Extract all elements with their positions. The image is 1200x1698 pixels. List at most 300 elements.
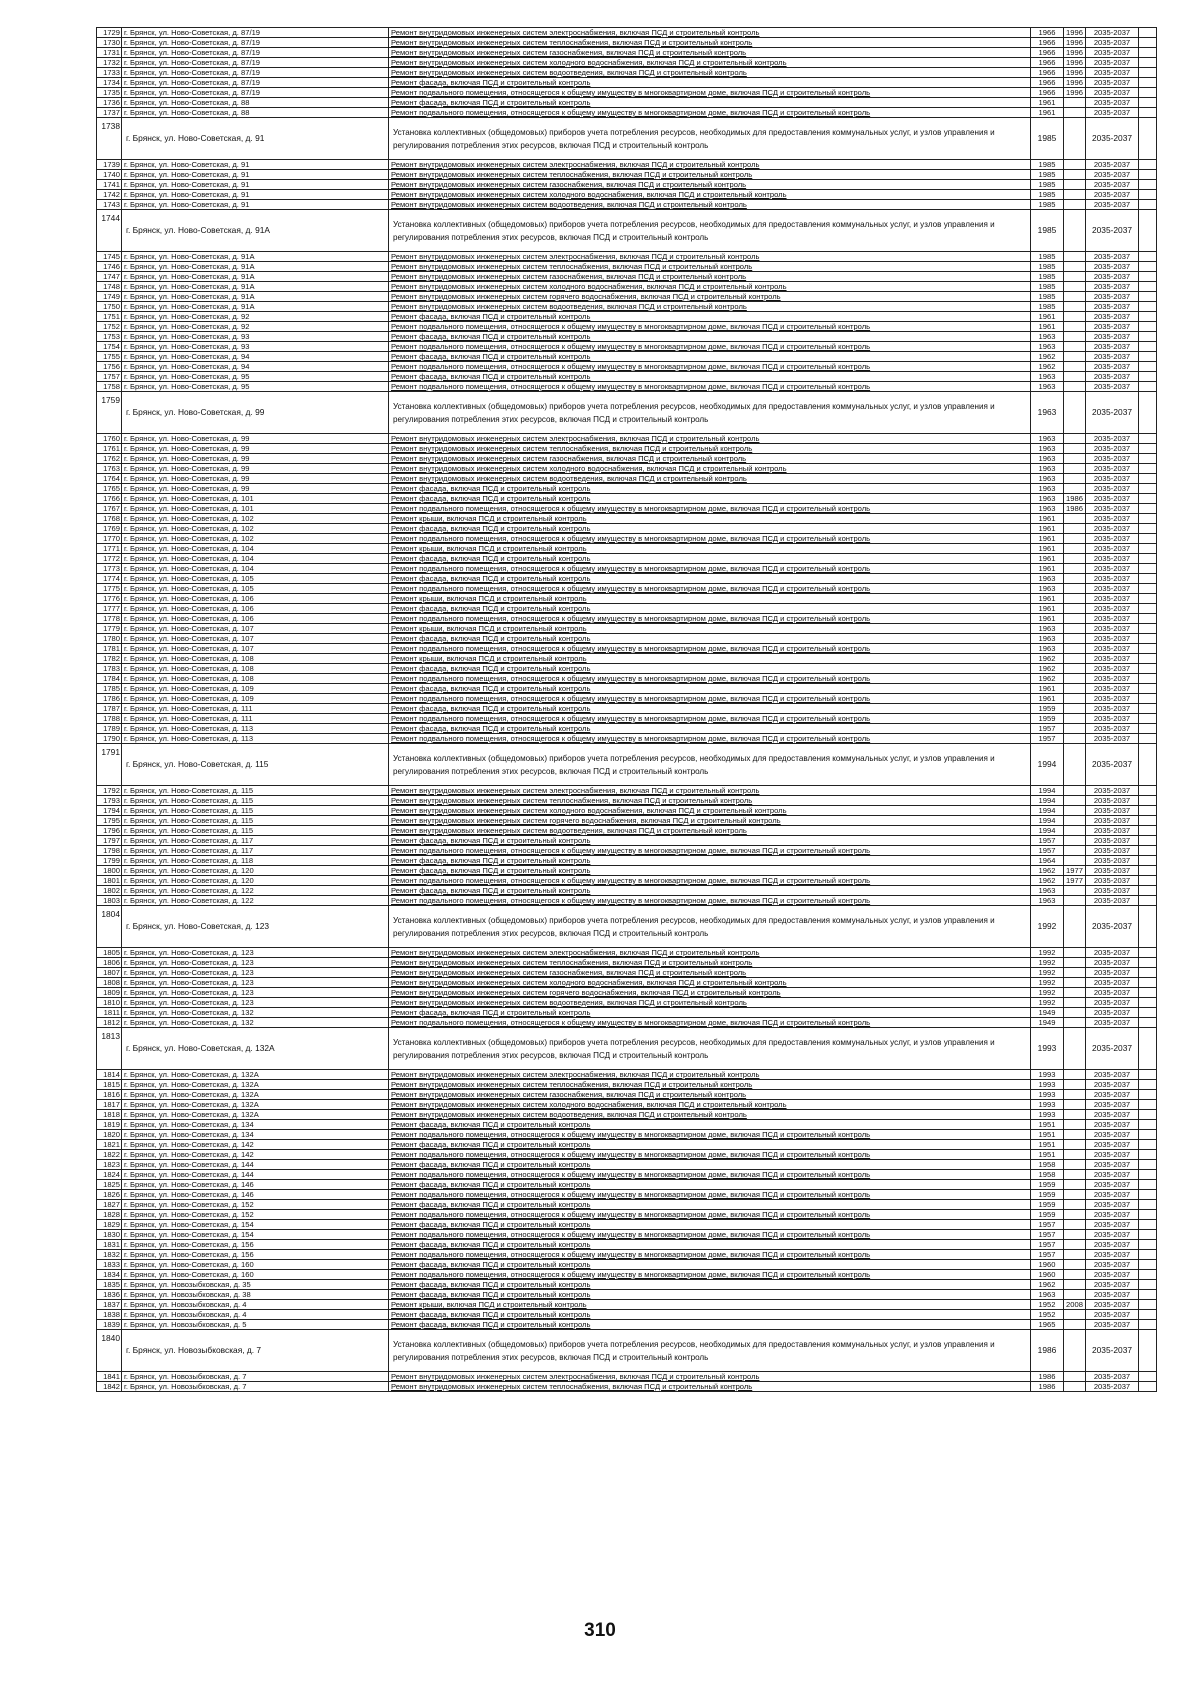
last-repair-year-cell xyxy=(1064,98,1086,108)
last-repair-year-cell xyxy=(1064,968,1086,978)
address-cell: г. Брянск, ул. Ново-Советская, д. 144 xyxy=(122,1160,389,1170)
extra-cell xyxy=(1139,372,1157,382)
extra-cell xyxy=(1139,1090,1157,1100)
last-repair-year-cell xyxy=(1064,272,1086,282)
address-cell: г. Брянск, ул. Ново-Советская, д. 91А xyxy=(122,292,389,302)
row-number-cell: 1747 xyxy=(97,272,122,282)
table-row xyxy=(97,806,1157,816)
address-cell: г. Брянск, ул. Ново-Советская, д. 93 xyxy=(122,332,389,342)
extra-cell xyxy=(1139,190,1157,200)
last-repair-year-cell xyxy=(1064,806,1086,816)
work-type-cell: Ремонт подвального помещения, относящегося к общему имуществу в многоквартирном доме, включая ПСД и строительный контроль xyxy=(389,734,1031,744)
planned-period-cell: 2035-2037 xyxy=(1086,160,1139,170)
row-number-cell: 1798 xyxy=(97,846,122,856)
table-row xyxy=(97,38,1157,48)
table-row xyxy=(97,906,1157,948)
extra-cell xyxy=(1139,694,1157,704)
planned-period-cell: 2035-2037 xyxy=(1086,856,1139,866)
planned-period-cell: 2035-2037 xyxy=(1086,1130,1139,1140)
build-year-cell: 1985 xyxy=(1031,272,1064,282)
table-row xyxy=(97,1260,1157,1270)
build-year-cell: 1963 xyxy=(1031,484,1064,494)
table-row xyxy=(97,454,1157,464)
address-cell: г. Брянск, ул. Ново-Советская, д. 108 xyxy=(122,664,389,674)
planned-period-cell: 2035-2037 xyxy=(1086,624,1139,634)
row-number-cell: 1733 xyxy=(97,68,122,78)
extra-cell xyxy=(1139,826,1157,836)
row-number-cell: 1771 xyxy=(97,544,122,554)
extra-cell xyxy=(1139,444,1157,454)
address-cell: г. Брянск, ул. Ново-Советская, д. 132А xyxy=(122,1090,389,1100)
planned-period-cell: 2035-2037 xyxy=(1086,614,1139,624)
table-row xyxy=(97,1180,1157,1190)
table-row xyxy=(97,734,1157,744)
table-row xyxy=(97,886,1157,896)
last-repair-year-cell xyxy=(1064,1240,1086,1250)
planned-period-cell: 2035-2037 xyxy=(1086,564,1139,574)
address-cell: г. Брянск, ул. Ново-Советская, д. 123 xyxy=(122,906,389,948)
build-year-cell: 1993 xyxy=(1031,1028,1064,1070)
work-type-cell: Ремонт фасада, включая ПСД и строительный контроль xyxy=(389,1140,1031,1150)
planned-period-cell: 2035-2037 xyxy=(1086,654,1139,664)
last-repair-year-cell xyxy=(1064,1220,1086,1230)
table-row xyxy=(97,1120,1157,1130)
build-year-cell: 1963 xyxy=(1031,504,1064,514)
work-type-cell: Ремонт внутридомовых инженерных систем газоснабжения, включая ПСД и строительный контроль xyxy=(389,48,1031,58)
work-type-cell: Ремонт фасада, включая ПСД и строительный контроль xyxy=(389,332,1031,342)
build-year-cell: 1966 xyxy=(1031,78,1064,88)
row-number-cell: 1834 xyxy=(97,1270,122,1280)
table-row xyxy=(97,1100,1157,1110)
address-cell: г. Брянск, ул. Ново-Советская, д. 91А xyxy=(122,302,389,312)
table-row xyxy=(97,1372,1157,1382)
build-year-cell: 1985 xyxy=(1031,262,1064,272)
planned-period-cell: 2035-2037 xyxy=(1086,1250,1139,1260)
work-type-cell: Ремонт внутридомовых инженерных систем теплоснабжения, включая ПСД и строительный контроль xyxy=(389,38,1031,48)
extra-cell xyxy=(1139,170,1157,180)
planned-period-cell: 2035-2037 xyxy=(1086,1310,1139,1320)
work-type-cell: Ремонт фасада, включая ПСД и строительный контроль xyxy=(389,98,1031,108)
last-repair-year-cell xyxy=(1064,1200,1086,1210)
work-type-cell: Ремонт внутридомовых инженерных систем электроснабжения, включая ПСД и строительный контроль xyxy=(389,160,1031,170)
last-repair-year-cell xyxy=(1064,724,1086,734)
work-type-cell: Ремонт внутридомовых инженерных систем теплоснабжения, включая ПСД и строительный контроль xyxy=(389,1382,1031,1392)
planned-period-cell: 2035-2037 xyxy=(1086,1300,1139,1310)
last-repair-year-cell xyxy=(1064,454,1086,464)
address-cell: г. Брянск, ул. Ново-Советская, д. 87/19 xyxy=(122,58,389,68)
row-number-cell: 1785 xyxy=(97,684,122,694)
build-year-cell: 1959 xyxy=(1031,1210,1064,1220)
extra-cell xyxy=(1139,272,1157,282)
planned-period-cell: 2035-2037 xyxy=(1086,968,1139,978)
last-repair-year-cell xyxy=(1064,474,1086,484)
table-row xyxy=(97,434,1157,444)
address-cell: г. Брянск, ул. Ново-Советская, д. 87/19 xyxy=(122,68,389,78)
work-type-cell: Ремонт внутридомовых инженерных систем теплоснабжения, включая ПСД и строительный контроль xyxy=(389,170,1031,180)
address-cell: г. Брянск, ул. Ново-Советская, д. 117 xyxy=(122,836,389,846)
planned-period-cell: 2035-2037 xyxy=(1086,534,1139,544)
work-type-cell: Ремонт подвального помещения, относящегося к общему имуществу в многоквартирном доме, включая ПСД и строительный контроль xyxy=(389,1250,1031,1260)
address-cell: г. Брянск, ул. Ново-Советская, д. 132 xyxy=(122,1008,389,1018)
extra-cell xyxy=(1139,1170,1157,1180)
extra-cell xyxy=(1139,78,1157,88)
table-row xyxy=(97,58,1157,68)
row-number-cell: 1781 xyxy=(97,644,122,654)
last-repair-year-cell xyxy=(1064,684,1086,694)
build-year-cell: 1960 xyxy=(1031,1270,1064,1280)
planned-period-cell: 2035-2037 xyxy=(1086,322,1139,332)
work-type-cell: Ремонт подвального помещения, относящегося к общему имуществу в многоквартирном доме, включая ПСД и строительный контроль xyxy=(389,714,1031,724)
row-number-cell: 1825 xyxy=(97,1180,122,1190)
planned-period-cell: 2035-2037 xyxy=(1086,786,1139,796)
row-number-cell: 1823 xyxy=(97,1160,122,1170)
planned-period-cell: 2035-2037 xyxy=(1086,866,1139,876)
planned-period-cell: 2035-2037 xyxy=(1086,190,1139,200)
extra-cell xyxy=(1139,382,1157,392)
build-year-cell: 1961 xyxy=(1031,312,1064,322)
table-row xyxy=(97,504,1157,514)
extra-cell xyxy=(1139,312,1157,322)
last-repair-year-cell xyxy=(1064,252,1086,262)
address-cell: г. Брянск, ул. Ново-Советская, д. 115 xyxy=(122,786,389,796)
table-row xyxy=(97,584,1157,594)
extra-cell xyxy=(1139,352,1157,362)
extra-cell xyxy=(1139,118,1157,160)
extra-cell xyxy=(1139,876,1157,886)
build-year-cell: 1966 xyxy=(1031,88,1064,98)
planned-period-cell: 2035-2037 xyxy=(1086,988,1139,998)
row-number-cell: 1772 xyxy=(97,554,122,564)
build-year-cell: 1951 xyxy=(1031,1120,1064,1130)
table-row xyxy=(97,282,1157,292)
work-type-cell: Ремонт крыши, включая ПСД и строительный контроль xyxy=(389,514,1031,524)
table-row xyxy=(97,614,1157,624)
extra-cell xyxy=(1139,1320,1157,1330)
table-row xyxy=(97,948,1157,958)
row-number-cell: 1776 xyxy=(97,594,122,604)
address-cell: г. Брянск, ул. Ново-Советская, д. 111 xyxy=(122,714,389,724)
last-repair-year-cell xyxy=(1064,200,1086,210)
build-year-cell: 1963 xyxy=(1031,464,1064,474)
last-repair-year-cell xyxy=(1064,332,1086,342)
planned-period-cell: 2035-2037 xyxy=(1086,1290,1139,1300)
address-cell: г. Брянск, ул. Ново-Советская, д. 99 xyxy=(122,454,389,464)
address-cell: г. Брянск, ул. Ново-Советская, д. 91 xyxy=(122,190,389,200)
table-row xyxy=(97,1300,1157,1310)
build-year-cell: 1963 xyxy=(1031,1290,1064,1300)
extra-cell xyxy=(1139,886,1157,896)
address-cell: г. Брянск, ул. Ново-Советская, д. 113 xyxy=(122,734,389,744)
work-type-cell: Ремонт внутридомовых инженерных систем газоснабжения, включая ПСД и строительный контроль xyxy=(389,272,1031,282)
table-row xyxy=(97,28,1157,38)
address-cell: г. Брянск, ул. Ново-Советская, д. 105 xyxy=(122,584,389,594)
extra-cell xyxy=(1139,574,1157,584)
build-year-cell: 1961 xyxy=(1031,694,1064,704)
table-row xyxy=(97,1250,1157,1260)
address-cell: г. Брянск, ул. Ново-Советская, д. 142 xyxy=(122,1150,389,1160)
table-row xyxy=(97,292,1157,302)
planned-period-cell: 2035-2037 xyxy=(1086,744,1139,786)
table-row xyxy=(97,170,1157,180)
table-row xyxy=(97,1080,1157,1090)
extra-cell xyxy=(1139,544,1157,554)
last-repair-year-cell xyxy=(1064,1110,1086,1120)
row-number-cell: 1835 xyxy=(97,1280,122,1290)
build-year-cell: 1994 xyxy=(1031,744,1064,786)
address-cell: г. Брянск, ул. Ново-Советская, д. 106 xyxy=(122,594,389,604)
extra-cell xyxy=(1139,796,1157,806)
build-year-cell: 1992 xyxy=(1031,948,1064,958)
row-number-cell: 1758 xyxy=(97,382,122,392)
row-number-cell: 1824 xyxy=(97,1170,122,1180)
extra-cell xyxy=(1139,978,1157,988)
last-repair-year-cell xyxy=(1064,382,1086,392)
row-number-cell: 1759 xyxy=(97,392,122,434)
work-type-cell: Ремонт фасада, включая ПСД и строительный контроль xyxy=(389,554,1031,564)
address-cell: г. Брянск, ул. Ново-Советская, д. 87/19 xyxy=(122,28,389,38)
last-repair-year-cell xyxy=(1064,1120,1086,1130)
last-repair-year-cell xyxy=(1064,1320,1086,1330)
planned-period-cell: 2035-2037 xyxy=(1086,58,1139,68)
work-type-cell: Ремонт внутридомовых инженерных систем теплоснабжения, включая ПСД и строительный контроль xyxy=(389,1080,1031,1090)
extra-cell xyxy=(1139,302,1157,312)
work-type-cell: Ремонт подвального помещения, относящегося к общему имуществу в многоквартирном доме, включая ПСД и строительный контроль xyxy=(389,584,1031,594)
table-row xyxy=(97,724,1157,734)
build-year-cell: 1962 xyxy=(1031,674,1064,684)
address-cell: г. Брянск, ул. Ново-Советская, д. 117 xyxy=(122,846,389,856)
extra-cell xyxy=(1139,1028,1157,1070)
table-row xyxy=(97,1150,1157,1160)
planned-period-cell: 2035-2037 xyxy=(1086,1180,1139,1190)
table-row xyxy=(97,654,1157,664)
last-repair-year-cell: 1996 xyxy=(1064,88,1086,98)
planned-period-cell: 2035-2037 xyxy=(1086,584,1139,594)
work-type-cell: Ремонт фасада, включая ПСД и строительный контроль xyxy=(389,78,1031,88)
address-cell: г. Брянск, ул. Ново-Советская, д. 91А xyxy=(122,210,389,252)
last-repair-year-cell xyxy=(1064,846,1086,856)
extra-cell xyxy=(1139,262,1157,272)
planned-period-cell: 2035-2037 xyxy=(1086,1008,1139,1018)
build-year-cell: 1963 xyxy=(1031,342,1064,352)
address-cell: г. Брянск, ул. Ново-Советская, д. 156 xyxy=(122,1250,389,1260)
extra-cell xyxy=(1139,48,1157,58)
last-repair-year-cell xyxy=(1064,786,1086,796)
extra-cell xyxy=(1139,392,1157,434)
address-cell: г. Брянск, ул. Ново-Советская, д. 123 xyxy=(122,988,389,998)
address-cell: г. Брянск, ул. Ново-Советская, д. 115 xyxy=(122,806,389,816)
table-row xyxy=(97,474,1157,484)
table-row xyxy=(97,634,1157,644)
extra-cell xyxy=(1139,1080,1157,1090)
table-row xyxy=(97,1270,1157,1280)
row-number-cell: 1803 xyxy=(97,896,122,906)
last-repair-year-cell xyxy=(1064,1250,1086,1260)
table-row xyxy=(97,88,1157,98)
row-number-cell: 1748 xyxy=(97,282,122,292)
table-row xyxy=(97,1330,1157,1372)
planned-period-cell: 2035-2037 xyxy=(1086,574,1139,584)
last-repair-year-cell xyxy=(1064,644,1086,654)
table-row xyxy=(97,180,1157,190)
row-number-cell: 1794 xyxy=(97,806,122,816)
address-cell: г. Брянск, ул. Ново-Советская, д. 115 xyxy=(122,826,389,836)
build-year-cell: 1986 xyxy=(1031,1372,1064,1382)
work-type-cell: Ремонт подвального помещения, относящегося к общему имуществу в многоквартирном доме, включая ПСД и строительный контроль xyxy=(389,1150,1031,1160)
table-row xyxy=(97,210,1157,252)
row-number-cell: 1796 xyxy=(97,826,122,836)
planned-period-cell: 2035-2037 xyxy=(1086,544,1139,554)
row-number-cell: 1754 xyxy=(97,342,122,352)
last-repair-year-cell xyxy=(1064,160,1086,170)
extra-cell xyxy=(1139,434,1157,444)
table-row xyxy=(97,1240,1157,1250)
address-cell: г. Брянск, ул. Ново-Советская, д. 152 xyxy=(122,1200,389,1210)
extra-cell xyxy=(1139,1070,1157,1080)
row-number-cell: 1767 xyxy=(97,504,122,514)
extra-cell xyxy=(1139,816,1157,826)
build-year-cell: 1958 xyxy=(1031,1160,1064,1170)
address-cell: г. Брянск, ул. Ново-Советская, д. 99 xyxy=(122,464,389,474)
last-repair-year-cell xyxy=(1064,302,1086,312)
last-repair-year-cell xyxy=(1064,444,1086,454)
planned-period-cell: 2035-2037 xyxy=(1086,48,1139,58)
row-number-cell: 1829 xyxy=(97,1220,122,1230)
table-row xyxy=(97,544,1157,554)
extra-cell xyxy=(1139,1260,1157,1270)
table-row xyxy=(97,200,1157,210)
planned-period-cell: 2035-2037 xyxy=(1086,1120,1139,1130)
build-year-cell: 1962 xyxy=(1031,866,1064,876)
table-row xyxy=(97,554,1157,564)
build-year-cell: 1963 xyxy=(1031,372,1064,382)
last-repair-year-cell xyxy=(1064,1130,1086,1140)
row-number-cell: 1757 xyxy=(97,372,122,382)
row-number-cell: 1737 xyxy=(97,108,122,118)
extra-cell xyxy=(1139,362,1157,372)
table-row xyxy=(97,68,1157,78)
planned-period-cell: 2035-2037 xyxy=(1086,886,1139,896)
planned-period-cell: 2035-2037 xyxy=(1086,332,1139,342)
table-row xyxy=(97,1320,1157,1330)
work-type-cell: Ремонт подвального помещения, относящегося к общему имуществу в многоквартирном доме, включая ПСД и строительный контроль xyxy=(389,1210,1031,1220)
extra-cell xyxy=(1139,1200,1157,1210)
last-repair-year-cell xyxy=(1064,282,1086,292)
row-number-cell: 1791 xyxy=(97,744,122,786)
extra-cell xyxy=(1139,322,1157,332)
build-year-cell: 1993 xyxy=(1031,1100,1064,1110)
last-repair-year-cell xyxy=(1064,948,1086,958)
planned-period-cell: 2035-2037 xyxy=(1086,1220,1139,1230)
planned-period-cell: 2035-2037 xyxy=(1086,1372,1139,1382)
planned-period-cell: 2035-2037 xyxy=(1086,1260,1139,1270)
last-repair-year-cell xyxy=(1064,734,1086,744)
document-page xyxy=(96,27,1156,1392)
last-repair-year-cell xyxy=(1064,694,1086,704)
work-type-cell: Установка коллективных (общедомовых) приборов учета потребления ресурсов, необходимых для предоставления коммунальных услуг, и узлов управления и регулирования потребления этих ресурсов, включая ПСД и строительный контроль xyxy=(389,210,1031,252)
address-cell: г. Брянск, ул. Ново-Советская, д. 115 xyxy=(122,744,389,786)
work-type-cell: Ремонт фасада, включая ПСД и строительный контроль xyxy=(389,1008,1031,1018)
work-type-cell: Ремонт внутридомовых инженерных систем электроснабжения, включая ПСД и строительный контроль xyxy=(389,28,1031,38)
work-type-cell: Ремонт внутридомовых инженерных систем водоотведения, включая ПСД и строительный контроль xyxy=(389,474,1031,484)
planned-period-cell: 2035-2037 xyxy=(1086,704,1139,714)
row-number-cell: 1779 xyxy=(97,624,122,634)
row-number-cell: 1812 xyxy=(97,1018,122,1028)
last-repair-year-cell xyxy=(1064,544,1086,554)
extra-cell xyxy=(1139,108,1157,118)
work-type-cell: Установка коллективных (общедомовых) приборов учета потребления ресурсов, необходимых для предоставления коммунальных услуг, и узлов управления и регулирования потребления этих ресурсов, включая ПСД и строительный контроль xyxy=(389,392,1031,434)
table-row xyxy=(97,644,1157,654)
work-type-cell: Ремонт внутридомовых инженерных систем электроснабжения, включая ПСД и строительный контроль xyxy=(389,252,1031,262)
table-row xyxy=(97,1190,1157,1200)
build-year-cell: 1957 xyxy=(1031,1220,1064,1230)
extra-cell xyxy=(1139,484,1157,494)
build-year-cell: 1985 xyxy=(1031,302,1064,312)
address-cell: г. Брянск, ул. Ново-Советская, д. 123 xyxy=(122,978,389,988)
extra-cell xyxy=(1139,1240,1157,1250)
planned-period-cell: 2035-2037 xyxy=(1086,724,1139,734)
build-year-cell: 1961 xyxy=(1031,514,1064,524)
last-repair-year-cell: 1996 xyxy=(1064,38,1086,48)
last-repair-year-cell xyxy=(1064,1210,1086,1220)
build-year-cell: 1992 xyxy=(1031,968,1064,978)
extra-cell xyxy=(1139,524,1157,534)
table-row xyxy=(97,494,1157,504)
planned-period-cell: 2035-2037 xyxy=(1086,362,1139,372)
row-number-cell: 1799 xyxy=(97,856,122,866)
address-cell: г. Брянск, ул. Ново-Советская, д. 88 xyxy=(122,108,389,118)
last-repair-year-cell: 2008 xyxy=(1064,1300,1086,1310)
row-number-cell: 1819 xyxy=(97,1120,122,1130)
build-year-cell: 1962 xyxy=(1031,352,1064,362)
row-number-cell: 1729 xyxy=(97,28,122,38)
extra-cell xyxy=(1139,584,1157,594)
work-type-cell: Ремонт подвального помещения, относящегося к общему имуществу в многоквартирном доме, включая ПСД и строительный контроль xyxy=(389,876,1031,886)
build-year-cell: 1963 xyxy=(1031,434,1064,444)
build-year-cell: 1986 xyxy=(1031,1330,1064,1372)
work-type-cell: Ремонт фасада, включая ПСД и строительный контроль xyxy=(389,886,1031,896)
row-number-cell: 1792 xyxy=(97,786,122,796)
address-cell: г. Брянск, ул. Ново-Советская, д. 123 xyxy=(122,998,389,1008)
extra-cell xyxy=(1139,644,1157,654)
build-year-cell: 1963 xyxy=(1031,644,1064,654)
row-number-cell: 1816 xyxy=(97,1090,122,1100)
planned-period-cell: 2035-2037 xyxy=(1086,958,1139,968)
build-year-cell: 1959 xyxy=(1031,704,1064,714)
last-repair-year-cell xyxy=(1064,816,1086,826)
row-number-cell: 1807 xyxy=(97,968,122,978)
address-cell: г. Брянск, ул. Ново-Советская, д. 99 xyxy=(122,392,389,434)
row-number-cell: 1739 xyxy=(97,160,122,170)
build-year-cell: 1952 xyxy=(1031,1300,1064,1310)
address-cell: г. Брянск, ул. Ново-Советская, д. 102 xyxy=(122,524,389,534)
build-year-cell: 1949 xyxy=(1031,1018,1064,1028)
row-number-cell: 1750 xyxy=(97,302,122,312)
table-row xyxy=(97,272,1157,282)
last-repair-year-cell: 1986 xyxy=(1064,504,1086,514)
extra-cell xyxy=(1139,594,1157,604)
extra-cell xyxy=(1139,1130,1157,1140)
work-type-cell: Ремонт фасада, включая ПСД и строительный контроль xyxy=(389,634,1031,644)
planned-period-cell: 2035-2037 xyxy=(1086,836,1139,846)
planned-period-cell: 2035-2037 xyxy=(1086,796,1139,806)
last-repair-year-cell xyxy=(1064,896,1086,906)
work-type-cell: Ремонт внутридомовых инженерных систем газоснабжения, включая ПСД и строительный контроль xyxy=(389,454,1031,464)
address-cell: г. Брянск, ул. Ново-Советская, д. 108 xyxy=(122,654,389,664)
row-number-cell: 1745 xyxy=(97,252,122,262)
planned-period-cell: 2035-2037 xyxy=(1086,464,1139,474)
build-year-cell: 1986 xyxy=(1031,1382,1064,1392)
work-type-cell: Ремонт подвального помещения, относящегося к общему имуществу в многоквартирном доме, включая ПСД и строительный контроль xyxy=(389,382,1031,392)
